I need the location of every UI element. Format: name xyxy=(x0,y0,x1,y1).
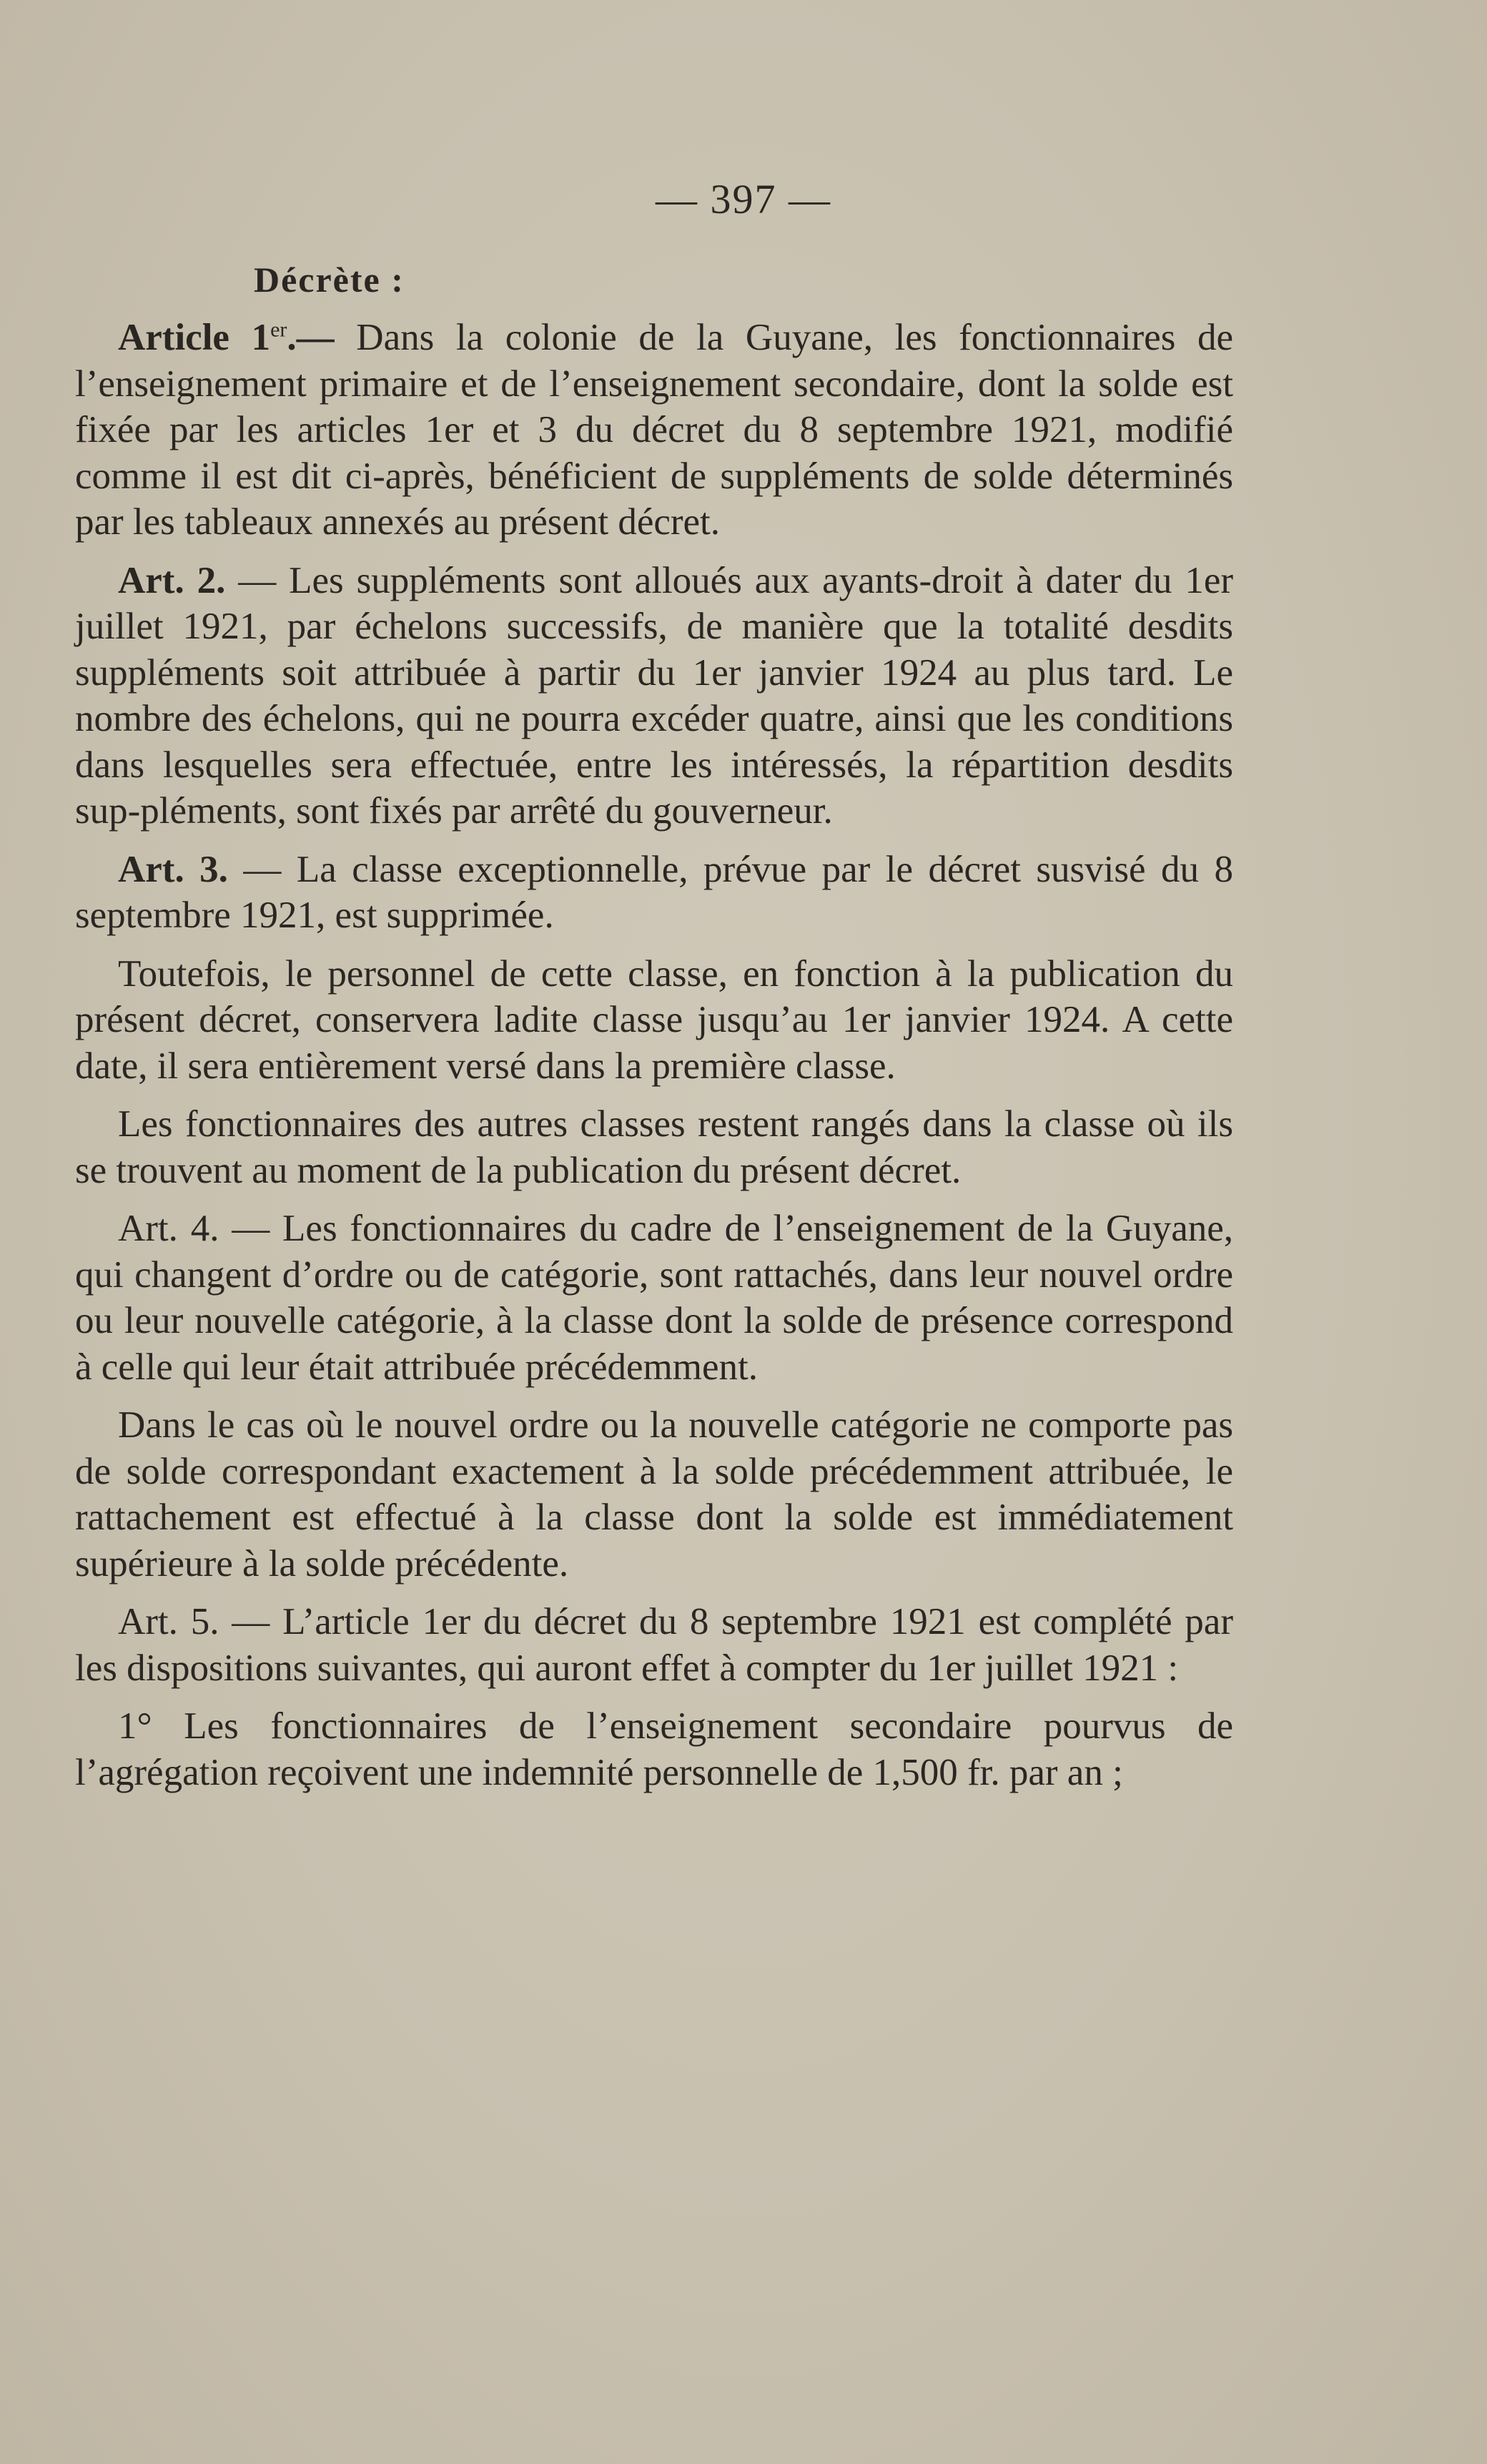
article-3-continuation-2 xyxy=(75,1101,1233,1193)
article-5-label: Art. 5. xyxy=(118,1601,219,1642)
page-number: — 397 — xyxy=(656,176,831,222)
article-4-paragraph xyxy=(75,1206,1233,1390)
article-5-item-1-text: Les fonctionnaires de l’enseignement secondaire pourvus de l’agrégation reçoivent une indemnité personnelle de 1,500 fr. par an ; xyxy=(75,1705,1233,1793)
decree-body xyxy=(75,315,1233,1808)
article-3-text: — La classe exceptionnelle, prévue par le décret susvisé du 8 septembre 1921, est supprimée. xyxy=(75,848,1233,936)
article-3-continuation-1-text: Toutefois, le personnel de cette classe, en fonction à la publication du présent décret, conservera ladite classe jusqu’au 1er janvier 1924. A cette date, il sera entièrement versé dans la première classe. xyxy=(75,952,1233,1087)
article-4-continuation-text: Dans le cas où le nouvel ordre ou la nouvelle catégorie ne comporte pas de solde correspondant exactement à la solde précédemment attribuée, le rattachement est effectué à la classe dont la solde est immédiatement supérieure à la solde précédente. xyxy=(75,1404,1233,1585)
article-1-label-sup: er xyxy=(270,317,287,342)
article-5-item-1 xyxy=(75,1703,1233,1795)
section-heading: Décrète : xyxy=(254,260,405,300)
article-1-paragraph xyxy=(75,315,1233,546)
article-4-label: Art. 4. xyxy=(118,1208,219,1249)
article-1-label: Article 1 xyxy=(118,317,271,358)
article-3-continuation-1 xyxy=(75,951,1233,1090)
article-2-text: — Les suppléments sont alloués aux ayants-droit à dater du 1er juillet 1921, par échelons successifs, de manière que la totalité desdits suppléments soit attribuée à partir du 1er janvier 1924 au plus tard. Le nombre des échelons, qui ne pourra excéder quatre, ainsi que les conditions dans lesquelles sera effectuée, entre les intéressés, la répartition desdits sup-pléments, sont fixés par arrêté du gouverneur. xyxy=(75,559,1234,832)
article-5-text: — L’article 1er du décret du 8 septembre 1921 est complété par les dispositions suivantes, qui auront effet à compter du 1er juillet 1921 : xyxy=(75,1601,1233,1689)
article-3-continuation-2-text: Les fonctionnaires des autres classes restent rangés dans la classe où ils se trouvent au moment de la publication du présent décret. xyxy=(75,1103,1233,1191)
article-4-text: — Les fonctionnaires du cadre de l’enseignement de la Guyane, qui changent d’ordre ou de catégorie, sont rattachés, dans leur nouvel ordre ou leur nouvelle catégorie, à la classe dont la solde de présence correspond à celle qui leur était attribuée précédemment. xyxy=(75,1208,1233,1388)
article-5-paragraph xyxy=(75,1599,1233,1691)
article-5-item-1-label: 1° xyxy=(118,1705,152,1747)
article-2-paragraph xyxy=(75,558,1233,834)
article-3-paragraph xyxy=(75,847,1233,939)
article-1-label-tail: .— xyxy=(287,317,335,358)
article-4-continuation xyxy=(75,1402,1233,1587)
article-3-label: Art. 3. xyxy=(118,848,228,890)
article-2-label: Art. 2. xyxy=(118,559,226,601)
article-1-text: Dans la colonie de la Guyane, les fonctionnaires de l’enseignement primaire et de l’enseignement secondaire, dont la solde est fixée par les articles 1er et 3 du décret du 8 septembre 1921, modifié comme il est dit ci-après, bénéficient de suppléments de solde déterminés par les tableaux annexés au présent décret. xyxy=(75,317,1233,543)
